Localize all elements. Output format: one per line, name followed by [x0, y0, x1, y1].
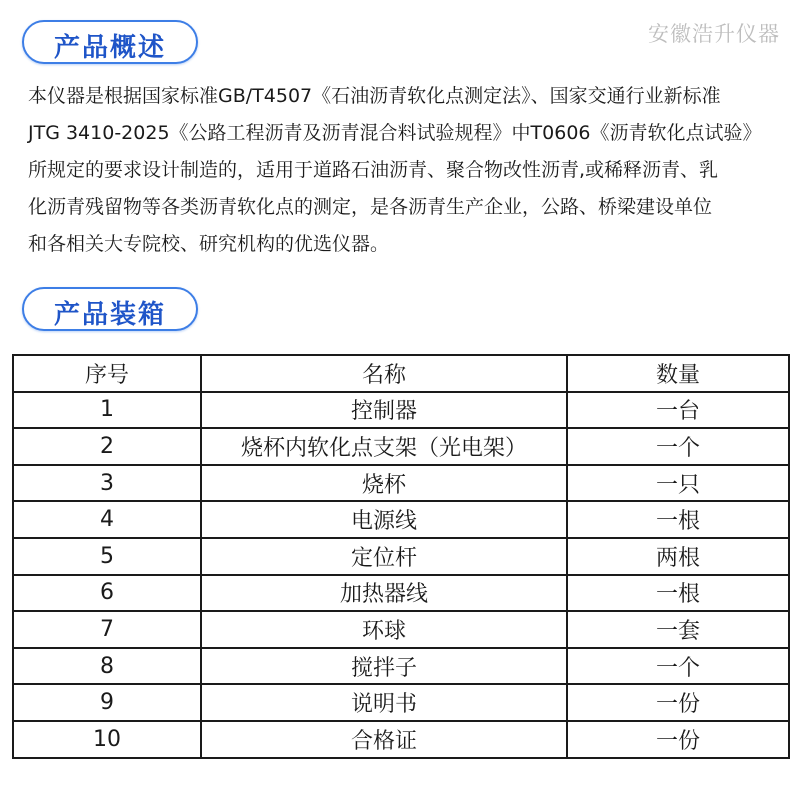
item-name: 控制器	[201, 392, 567, 429]
item-name: 烧杯	[201, 465, 567, 502]
row-index: 1	[13, 392, 201, 429]
packing-section-heading	[22, 287, 198, 331]
item-name: 加热器线	[201, 575, 567, 612]
row-index: 6	[13, 575, 201, 612]
packing-list-table	[12, 354, 790, 759]
overview-section-heading	[22, 20, 198, 64]
item-quantity: 一份	[567, 721, 789, 758]
table-row	[13, 611, 789, 648]
description-line: 化沥青残留物等各类沥青软化点的测定，是各沥青生产企业，公路、桥梁建设单位	[28, 196, 713, 218]
item-quantity: 一套	[567, 611, 789, 648]
item-name: 定位杆	[201, 538, 567, 575]
row-index: 4	[13, 501, 201, 538]
table-header-row	[13, 355, 789, 392]
table-row	[13, 538, 789, 575]
row-index: 9	[13, 684, 201, 721]
description-line: 和各相关大专院校、研究机构的优选仪器。	[28, 233, 390, 255]
brand-watermark: 安徽浩升仪器	[648, 22, 780, 46]
table-row	[13, 684, 789, 721]
item-name: 合格证	[201, 721, 567, 758]
item-name: 说明书	[201, 684, 567, 721]
item-name: 环球	[201, 611, 567, 648]
item-quantity: 一台	[567, 392, 789, 429]
table-row	[13, 392, 789, 429]
table-row	[13, 465, 789, 502]
item-quantity: 一根	[567, 575, 789, 612]
row-index: 8	[13, 648, 201, 685]
item-name: 搅拌子	[201, 648, 567, 685]
header-name: 名称	[201, 355, 567, 392]
table-row	[13, 648, 789, 685]
overview-title: 产品概述	[53, 33, 166, 63]
item-quantity: 一根	[567, 501, 789, 538]
table-row	[13, 575, 789, 612]
row-index: 2	[13, 428, 201, 465]
table-row	[13, 428, 789, 465]
header-quantity: 数量	[567, 355, 789, 392]
row-index: 7	[13, 611, 201, 648]
item-quantity: 一个	[567, 428, 789, 465]
item-quantity: 一个	[567, 648, 789, 685]
packing-title: 产品装箱	[53, 300, 166, 330]
description-line: 所规定的要求设计制造的，适用于道路石油沥青、聚合物改性沥青,或稀释沥青、乳	[28, 159, 719, 181]
item-name: 电源线	[201, 501, 567, 538]
row-index: 5	[13, 538, 201, 575]
product-description	[28, 78, 780, 263]
row-index: 10	[13, 721, 201, 758]
description-line: 本仪器是根据国家标准GB/T4507《石油沥青软化点测定法》、国家交通行业新标准	[28, 85, 721, 107]
item-quantity: 两根	[567, 538, 789, 575]
item-quantity: 一只	[567, 465, 789, 502]
table-row	[13, 501, 789, 538]
item-name: 烧杯内软化点支架（光电架）	[201, 428, 567, 465]
description-line: JTG 3410-2025《公路工程沥青及沥青混合料试验规程》中T0606《沥青软化点试验》	[28, 122, 762, 144]
header-index: 序号	[13, 355, 201, 392]
row-index: 3	[13, 465, 201, 502]
table-row	[13, 721, 789, 758]
item-quantity: 一份	[567, 684, 789, 721]
